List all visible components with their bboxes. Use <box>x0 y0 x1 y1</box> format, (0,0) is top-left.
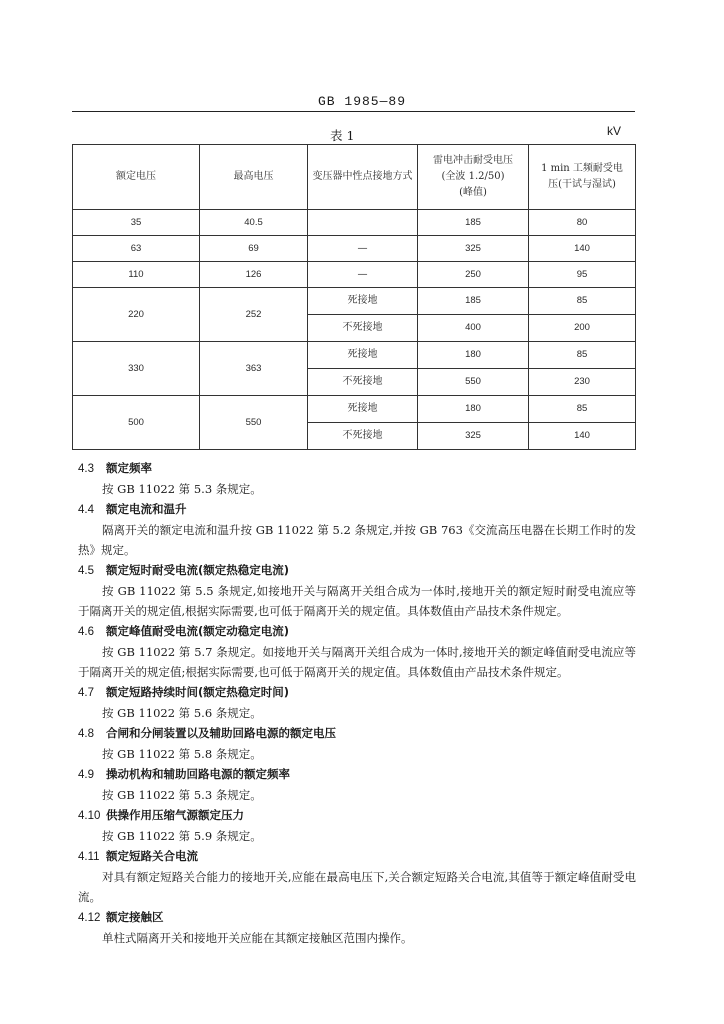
section-title: 供操作用压缩气源额定压力 <box>106 808 244 822</box>
header-rule <box>72 111 635 112</box>
section-4-12 <box>78 907 636 948</box>
cell-max: 40.5 <box>200 210 308 236</box>
section-title: 额定频率 <box>106 461 152 475</box>
section-paragraph: 按 GB 11022 第 5.8 条规定。 <box>102 747 262 761</box>
cell-impulse: 180 <box>418 342 529 369</box>
cell-power: 85 <box>529 342 636 369</box>
cell-power: 140 <box>529 423 636 450</box>
section-4-4 <box>78 499 636 560</box>
cell-power: 85 <box>529 396 636 423</box>
section-number: 4.11 <box>78 851 100 863</box>
cell-neutral: 不死接地 <box>308 369 418 396</box>
section-title: 额定短路持续时间(额定热稳定时间) <box>106 685 290 699</box>
section-title: 合闸和分闸装置以及辅助回路电源的额定电压 <box>106 726 336 740</box>
cell-impulse: 400 <box>418 315 529 342</box>
cell-neutral: 不死接地 <box>308 423 418 450</box>
section-heading <box>78 458 636 479</box>
section-4-10 <box>78 805 636 846</box>
cell-power: 140 <box>529 236 636 262</box>
section-title: 额定峰值耐受电流(额定动稳定电流) <box>106 624 290 638</box>
table-row <box>73 210 636 236</box>
section-paragraph: 按 GB 11022 第 5.7 条规定。如接地开关与隔离开关组合成为一体时,接地开关的额定峰值耐受电流应等于隔离开关的规定值;根据实际需要,也可低于隔离开关的规定值。具体数值由产品技术条件规定。 <box>78 645 636 679</box>
section-heading <box>78 723 636 744</box>
section-number: 4.6 <box>78 626 94 638</box>
cell-max: 126 <box>200 262 308 288</box>
cell-power: 80 <box>529 210 636 236</box>
table-row <box>73 236 636 262</box>
section-number: 4.10 <box>78 810 101 822</box>
section-4-7 <box>78 682 636 723</box>
col-header-impulse-withstand: 雷电冲击耐受电压 (全波 1.2/50) (峰值) <box>418 145 529 210</box>
section-4-3 <box>78 458 636 499</box>
col-header-power-frequency-withstand: 1 min 工频耐受电 压(干试与湿试) <box>529 145 636 210</box>
section-number: 4.3 <box>78 463 94 475</box>
cell-power: 85 <box>529 288 636 315</box>
section-paragraph: 隔离开关的额定电流和温升按 GB 11022 第 5.2 条规定,并按 GB 763《交流高压电器在长期工作时的发热》规定。 <box>78 523 636 557</box>
section-title: 额定接触区 <box>106 910 164 924</box>
section-number: 4.9 <box>78 769 94 781</box>
cell-max: 252 <box>200 288 308 342</box>
section-paragraph: 按 GB 11022 第 5.3 条规定。 <box>102 482 262 496</box>
section-paragraph: 对具有额定短路关合能力的接地开关,应能在最高电压下,关合额定短路关合电流,其值等于额定峰值耐受电流。 <box>78 870 636 904</box>
cell-rated: 330 <box>73 342 200 396</box>
section-4-11 <box>78 846 636 907</box>
section-heading <box>78 560 636 581</box>
cell-neutral: 死接地 <box>308 288 418 315</box>
section-4-9 <box>78 764 636 805</box>
col-header-rated-voltage: 额定电压 <box>73 145 200 210</box>
cell-neutral: 不死接地 <box>308 315 418 342</box>
cell-impulse: 250 <box>418 262 529 288</box>
section-number: 4.4 <box>78 504 94 516</box>
table-row <box>73 396 636 423</box>
section-title: 额定电流和温升 <box>106 502 187 516</box>
section-paragraph: 按 GB 11022 第 5.6 条规定。 <box>102 706 262 720</box>
section-paragraph: 按 GB 11022 第 5.5 条规定,如接地开关与隔离开关组合成为一体时,接地开关的额定短时耐受电流应等于隔离开关的规定值,根据实际需要,也可低于隔离开关的规定值。具体数值由产品技术条件规定。 <box>78 584 636 618</box>
section-heading <box>78 682 636 703</box>
table-unit: kV <box>607 124 622 138</box>
cell-rated: 35 <box>73 210 200 236</box>
cell-neutral: 死接地 <box>308 342 418 369</box>
table-row <box>73 288 636 315</box>
cell-power: 95 <box>529 262 636 288</box>
cell-max: 69 <box>200 236 308 262</box>
cell-neutral: 死接地 <box>308 396 418 423</box>
table-header-row <box>73 145 636 210</box>
section-heading <box>78 499 636 520</box>
table-row <box>73 262 636 288</box>
table-row <box>73 342 636 369</box>
cell-rated: 500 <box>73 396 200 450</box>
section-4-8 <box>78 723 636 764</box>
section-heading <box>78 805 636 826</box>
section-heading <box>78 846 636 867</box>
section-heading <box>78 764 636 785</box>
cell-rated: 110 <box>73 262 200 288</box>
section-title: 额定短时耐受电流(额定热稳定电流) <box>106 563 290 577</box>
section-number: 4.7 <box>78 687 94 699</box>
cell-power: 200 <box>529 315 636 342</box>
section-number: 4.5 <box>78 565 94 577</box>
section-number: 4.12 <box>78 912 101 924</box>
section-title: 操动机构和辅助回路电源的额定频率 <box>106 767 290 781</box>
clause-body <box>78 458 636 948</box>
section-heading <box>78 907 636 928</box>
page-header: GB 1985—89 <box>317 94 406 109</box>
cell-max: 550 <box>200 396 308 450</box>
section-paragraph: 单柱式隔离开关和接地开关应能在其额定接触区范围内操作。 <box>102 931 413 945</box>
cell-max: 363 <box>200 342 308 396</box>
cell-neutral: — <box>308 236 418 262</box>
cell-impulse: 185 <box>418 210 529 236</box>
cell-impulse: 180 <box>418 396 529 423</box>
cell-power: 230 <box>529 369 636 396</box>
section-heading <box>78 621 636 642</box>
col-header-max-voltage: 最高电压 <box>200 145 308 210</box>
cell-rated: 220 <box>73 288 200 342</box>
table-caption: 表 1 <box>330 128 355 143</box>
cell-neutral <box>308 210 418 236</box>
section-title: 额定短路关合电流 <box>106 849 198 863</box>
section-number: 4.8 <box>78 728 94 740</box>
rating-table <box>72 144 636 450</box>
cell-neutral: — <box>308 262 418 288</box>
section-paragraph: 按 GB 11022 第 5.9 条规定。 <box>102 829 262 843</box>
cell-impulse: 550 <box>418 369 529 396</box>
cell-impulse: 185 <box>418 288 529 315</box>
cell-impulse: 325 <box>418 236 529 262</box>
section-4-5 <box>78 560 636 621</box>
cell-rated: 63 <box>73 236 200 262</box>
section-4-6 <box>78 621 636 682</box>
cell-impulse: 325 <box>418 423 529 450</box>
col-header-neutral-grounding: 变压器中性点接地方式 <box>308 145 418 210</box>
section-paragraph: 按 GB 11022 第 5.3 条规定。 <box>102 788 262 802</box>
